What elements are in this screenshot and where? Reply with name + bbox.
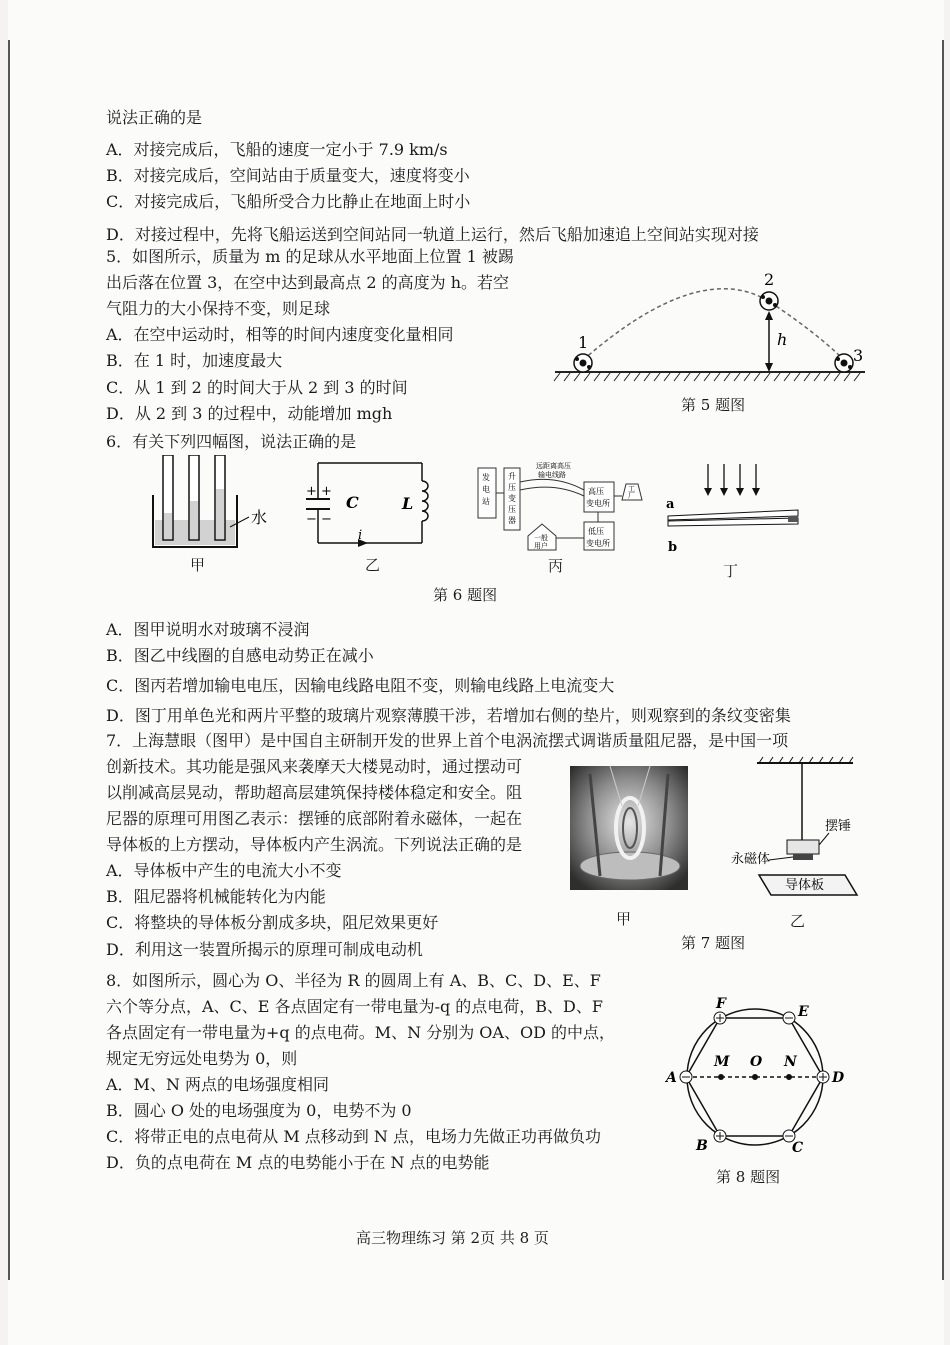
- q8-option-a: A．M、N 两点的电场强度相同: [106, 1075, 330, 1094]
- charge-B: [714, 1130, 726, 1142]
- svg-text:高压变电所: 高压变电所: [586, 487, 610, 508]
- label-M: M: [714, 1054, 730, 1070]
- label-L: L: [402, 494, 414, 513]
- q5-figure: [550, 268, 870, 384]
- q6-figure-ding: [662, 458, 812, 558]
- cap-plus: + +: [306, 484, 332, 499]
- magnet-label: 永磁体: [731, 852, 771, 867]
- q7-option-c: C．将整块的导体板分割成多块，阻尼效果更好: [106, 913, 439, 932]
- q5-option-d: D．从 2 到 3 的过程中，动能增加 mgh: [106, 404, 393, 423]
- q6-figure-jia: [145, 455, 285, 550]
- q8-figure: [656, 990, 856, 1160]
- label-1: 1: [578, 333, 589, 352]
- q7-option-b: B．阻尼器将机械能转化为内能: [106, 887, 326, 906]
- svg-text:低压变电所: 低压变电所: [586, 527, 610, 548]
- label-3: 3: [853, 346, 864, 365]
- q8-stem-1: 8．如图所示，圆心为 O、半径为 R 的圆周上有 A、B、C、D、E、F: [106, 971, 601, 990]
- q4-option-b: B．对接完成后，空间站由于质量变大，速度将变小: [106, 166, 470, 185]
- q7-stem-5: 导体板的上方摆动，导体板内产生涡流。下列说法正确的是: [106, 835, 523, 854]
- q6-figure-bing: [470, 460, 660, 555]
- label-D: D: [832, 1070, 845, 1086]
- q6-option-a: A．图甲说明水对玻璃不浸润: [106, 620, 310, 639]
- water-label: 水: [251, 508, 268, 527]
- label-F: F: [716, 996, 726, 1012]
- label-i: i: [358, 528, 363, 543]
- q4-option-a: A．对接完成后，飞船的速度一定小于 7.9 km/s: [106, 140, 448, 159]
- q4-option-d: D．对接过程中，先将飞船运送到空间站同一轨道上运行，然后飞船加速追上空间站实现对接: [106, 225, 759, 244]
- ball-3: [835, 354, 853, 372]
- q6-yi-label: 乙: [365, 556, 381, 574]
- label-A: A: [666, 1070, 677, 1086]
- q8-option-d: D．负的点电荷在 M 点的电势能小于在 N 点的电势能: [106, 1153, 490, 1172]
- q6-option-d: D．图丁用单色光和两片平整的玻璃片观察薄膜干涉，若增加右侧的垫片，则观察到的条纹变密集: [106, 706, 791, 725]
- charge-A: [680, 1071, 692, 1083]
- q7-stem-2: 创新技术。其功能是强风来袭摩天大楼晃动时，通过摆动可: [106, 757, 523, 776]
- q5-option-a: A．在空中运动时，相等的时间内速度变化量相同: [106, 325, 454, 344]
- q5-stem-2: 出后落在位置 3，在空中达到最高点 2 的高度为 h。若空: [106, 273, 510, 292]
- svg-text:一般用户: 一般用户: [534, 534, 548, 550]
- q7-option-a: A．导体板中产生的电流大小不变: [106, 861, 342, 880]
- charge-F: [714, 1012, 726, 1024]
- label-O: O: [750, 1054, 763, 1070]
- label-b: b: [668, 540, 678, 555]
- q8-stem-2: 六个等分点，A、C、E 各点固定有一带电量为-q 的点电荷，B、D、F: [106, 997, 603, 1016]
- q7-yi-label: 乙: [790, 912, 806, 930]
- q5-caption: 第 5 题图: [681, 396, 746, 414]
- q7-diagram: [725, 755, 865, 905]
- cap-minus: − −: [306, 512, 332, 527]
- q7-stem-1: 7．上海慧眼（图甲）是中国自主研制开发的世界上首个电涡流摆式调谐质量阻尼器，是中国一项: [106, 731, 789, 750]
- q7-stem-4: 尼器的原理可用图乙表示：摆锤的底部附着永磁体，一起在: [106, 809, 523, 828]
- plate-label: 导体板: [785, 878, 825, 893]
- q6-jia-label: 甲: [190, 556, 206, 574]
- q6-stem: 6．有关下列四幅图，说法正确的是: [106, 432, 357, 451]
- label-C: C: [792, 1140, 804, 1156]
- q8-stem-4: 规定无穷远处电势为 0，则: [106, 1049, 298, 1068]
- q4-intro: 说法正确的是: [106, 108, 203, 127]
- q7-option-d: D．利用这一装置所揭示的原理可制成电动机: [106, 940, 423, 959]
- q7-photo: [570, 766, 688, 890]
- q8-option-b: B．圆心 O 处的电场强度为 0，电势不为 0: [106, 1101, 412, 1120]
- charge-E: [783, 1012, 795, 1024]
- label-B: B: [696, 1138, 708, 1154]
- q7-caption: 第 7 题图: [681, 934, 746, 952]
- q7-stem-3: 以削减高层晃动，帮助超高层建筑保持楼体稳定和安全。阻: [106, 783, 523, 802]
- label-h: h: [777, 330, 788, 349]
- svg-text:升压变压器: 升压变压器: [508, 472, 516, 525]
- q7-jia-label: 甲: [616, 910, 632, 928]
- ball-2: [760, 292, 778, 310]
- q6-figure-yi: [298, 455, 438, 555]
- label-N: N: [784, 1054, 797, 1070]
- q5-stem-1: 5．如图所示，质量为 m 的足球从水平地面上位置 1 被踢: [106, 247, 514, 266]
- scan-edge-left: [8, 40, 10, 1280]
- q6-bing-label: 丙: [548, 557, 564, 575]
- svg-text:发电站: 发电站: [482, 473, 490, 506]
- svg-text:工厂: 工厂: [628, 485, 635, 500]
- q8-option-c: C．将带正电的点电荷从 M 点移动到 N 点，电场力先做正功再做负功: [106, 1127, 601, 1146]
- page-footer: 高三物理练习 第 2页 共 8 页: [356, 1229, 549, 1247]
- svg-text:远距离高压输电线路: 远距离高压输电线路: [536, 462, 571, 479]
- pendulum-label: 摆锤: [825, 819, 852, 834]
- q4-option-c: C．对接完成后，飞船所受合力比静止在地面上时小: [106, 192, 471, 211]
- q5-option-b: B．在 1 时，加速度最大: [106, 351, 283, 370]
- label-a: a: [666, 497, 675, 512]
- q6-option-c: C．图丙若增加输电电压，因输电线路电阻不变，则输电线路上电流变大: [106, 676, 615, 695]
- q5-option-c: C．从 1 到 2 的时间大于从 2 到 3 的时间: [106, 378, 408, 397]
- charge-D: [817, 1071, 829, 1083]
- scan-edge-right: [942, 40, 944, 1280]
- q6-caption: 第 6 题图: [433, 586, 498, 604]
- q6-option-b: B．图乙中线圈的自感电动势正在减小: [106, 646, 374, 665]
- label-E: E: [798, 1004, 809, 1020]
- label-C: C: [346, 493, 359, 512]
- q6-ding-label: 丁: [723, 562, 739, 580]
- q8-stem-3: 各点固定有一带电量为+q 的点电荷。M、N 分别为 OA、OD 的中点，: [106, 1023, 615, 1042]
- q8-caption: 第 8 题图: [716, 1168, 781, 1186]
- label-2: 2: [764, 270, 775, 289]
- ball-1: [574, 354, 592, 372]
- q5-stem-3: 气阻力的大小保持不变，则足球: [106, 299, 331, 318]
